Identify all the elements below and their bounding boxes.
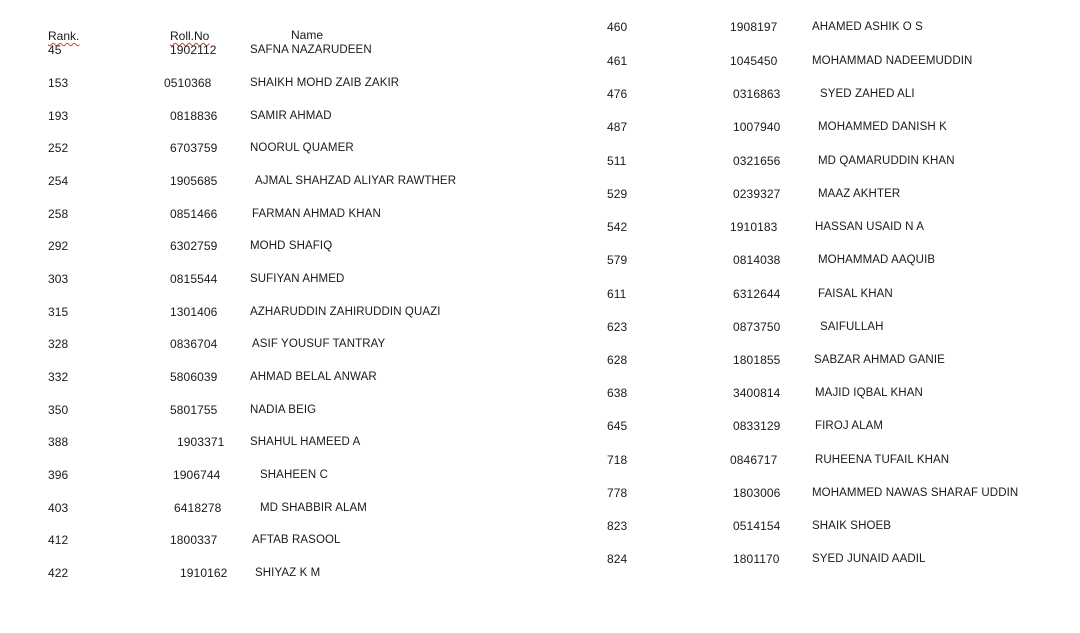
roll-no-cell: 0846717 [730,453,778,467]
rank-cell: 623 [607,320,628,334]
name-cell: MAJID IQBAL KHAN [815,387,923,399]
roll-no-cell: 0514154 [733,519,781,533]
name-cell: MAAZ AKHTER [818,188,901,200]
name-cell: AHMAD BELAL ANWAR [250,371,377,383]
rank-cell: 824 [607,552,628,566]
roll-no-cell: 0815544 [170,272,218,286]
name-cell: SAIFULLAH [820,321,884,333]
name-cell: FIROJ ALAM [815,420,884,432]
header-name: Name [291,28,324,42]
rank-cell: 350 [48,403,69,417]
rank-cell: 638 [607,386,628,400]
roll-no-cell: 1007940 [733,120,781,134]
roll-no-cell: 0239327 [733,187,781,201]
rank-cell: 153 [48,76,69,90]
name-cell: NOORUL QUAMER [250,142,354,154]
roll-no-cell: 1910162 [180,566,228,580]
roll-no-cell: 5801755 [170,403,218,417]
rank-cell: 718 [607,453,628,467]
name-cell: ASIF YOUSUF TANTRAY [252,338,386,350]
name-cell: MOHAMMED DANISH K [818,121,947,133]
name-cell: MOHAMMED NAWAS SHARAF UDDIN [812,487,1019,499]
roll-no-cell: 6703759 [170,141,218,155]
rank-cell: 193 [48,109,69,123]
roll-no-cell: 0321656 [733,154,781,168]
roll-no-cell: 5806039 [170,370,218,384]
name-cell: AHAMED ASHIK O S [812,21,923,33]
rank-cell: 412 [48,533,69,547]
rank-cell: 823 [607,519,628,533]
roll-no-cell: 0873750 [733,320,781,334]
name-cell: SUFIYAN AHMED [250,273,345,285]
name-cell: SHIYAZ K M [255,567,321,579]
name-cell: MOHAMMAD NADEEMUDDIN [812,55,973,67]
rank-cell: 45 [48,43,62,57]
roll-no-cell: 0851466 [170,207,218,221]
name-cell: NADIA BEIG [250,404,317,416]
name-cell: MOHAMMAD AAQUIB [818,254,936,266]
name-cell: SHAIK SHOEB [812,520,892,532]
rank-cell: 292 [48,239,69,253]
roll-no-cell: 0836704 [170,337,218,351]
name-cell: SYED JUNAID AADIL [812,553,926,565]
roll-no-cell: 1905685 [170,174,218,188]
rank-cell: 487 [607,120,628,134]
roll-no-cell: 1800337 [170,533,218,547]
roll-no-cell: 1803006 [733,486,781,500]
name-cell: FAISAL KHAN [818,288,893,300]
rank-cell: 332 [48,370,69,384]
rank-cell: 460 [607,20,628,34]
name-cell: AZHARUDDIN ZAHIRUDDIN QUAZI [250,306,441,318]
rank-cell: 388 [48,435,69,449]
roll-no-cell: 0833129 [733,419,781,433]
rank-cell: 254 [48,174,69,188]
name-cell: SYED ZAHED ALI [820,88,915,100]
rank-cell: 396 [48,468,69,482]
name-cell: AFTAB RASOOL [252,534,341,546]
roll-no-cell: 1801170 [733,552,780,566]
rank-cell: 628 [607,353,628,367]
roll-no-cell: 1902112 [170,43,217,57]
header-roll-no: Roll.No [170,29,210,43]
rank-cell: 645 [607,419,628,433]
name-cell: FARMAN AHMAD KHAN [252,208,381,220]
roll-no-cell: 1903371 [177,435,225,449]
roll-no-cell: 0316863 [733,87,781,101]
name-cell: RUHEENA TUFAIL KHAN [815,454,950,466]
rank-cell: 315 [48,305,69,319]
roll-no-cell: 1301406 [170,305,218,319]
rank-cell: 303 [48,272,69,286]
roll-no-cell: 3400814 [733,386,781,400]
name-cell: MD QAMARUDDIN KHAN [818,155,955,167]
roll-no-cell: 0510368 [164,76,212,90]
roll-no-cell: 6312644 [733,287,781,301]
roll-no-cell: 1045450 [730,54,778,68]
rank-cell: 511 [607,154,627,168]
rank-cell: 476 [607,87,628,101]
rank-cell: 422 [48,566,69,580]
roll-no-cell: 1801855 [733,353,781,367]
rank-cell: 252 [48,141,69,155]
roll-no-cell: 1908197 [730,20,778,34]
rank-cell: 258 [48,207,69,221]
roll-no-cell: 0814038 [733,253,781,267]
name-cell: SAMIR AHMAD [250,110,332,122]
name-cell: AJMAL SHAHZAD ALIYAR RAWTHER [255,175,457,187]
name-cell: SAFNA NAZARUDEEN [250,44,372,56]
rank-cell: 579 [607,253,628,267]
rank-cell: 403 [48,501,69,515]
name-cell: SABZAR AHMAD GANIE [814,354,945,366]
name-cell: HASSAN USAID N A [815,221,924,233]
roll-no-cell: 6302759 [170,239,218,253]
roll-no-cell: 1910183 [730,220,778,234]
name-cell: MD SHABBIR ALAM [260,502,367,514]
roll-no-cell: 6418278 [174,501,222,515]
name-cell: SHAIKH MOHD ZAIB ZAKIR [250,77,400,89]
rank-cell: 529 [607,187,628,201]
roll-no-cell: 1906744 [173,468,221,482]
roll-no-cell: 0818836 [170,109,218,123]
name-cell: SHAHUL HAMEED A [250,436,361,448]
rank-cell: 328 [48,337,69,351]
rank-cell: 778 [607,486,628,500]
name-cell: SHAHEEN C [260,469,328,481]
name-cell: MOHD SHAFIQ [250,240,333,252]
rank-cell: 542 [607,220,628,234]
rank-cell: 461 [607,54,628,68]
rank-cell: 611 [607,287,627,301]
header-rank: Rank. [48,29,80,43]
